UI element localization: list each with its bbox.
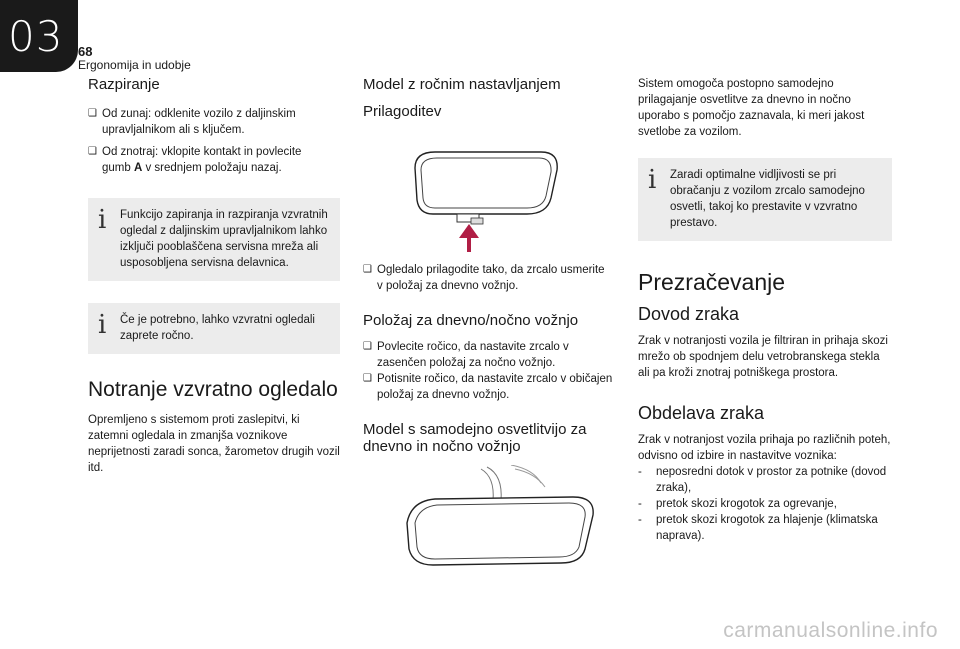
obdelava-text: Zrak v notranjost vozila prihaja po različnih poteh, odvisno od izbire in nastavitve voznika:	[638, 434, 891, 462]
info-box-manual-fold: i Če je potrebno, lahko vzvratni ogledali zaprete ročno.	[88, 303, 340, 354]
polozaj-item-2: ❑ Potisnite ročico, da nastavite zrcalo v običajen položaj za dnevno vožnjo.	[363, 373, 613, 401]
chapter-number: 03	[8, 12, 64, 61]
samodejni-heading: Model s samodejno osvetlitvijo za dnevno in nočno vožnjo	[363, 421, 587, 455]
column-3	[638, 76, 892, 544]
bullet-arrow-icon: ❑	[363, 264, 372, 275]
razpiranje-item-1: ❑ Od zunaj: odklenite vozilo z daljinskim upravljalnikom ali s ključem.	[88, 108, 296, 136]
dovod-heading: Dovod zraka	[638, 304, 740, 324]
info-box-reverse: i Zaradi optimalne vidljivosti se pri obračanju z vozilom zrcalo samodejno osvetli, takoj ko prestavite v vzvratno prestavo.	[638, 158, 892, 241]
notranje-ogledalo-heading: Notranje vzvratno ogledalo	[88, 378, 338, 401]
razpiranje-item-2: ❑ Od znotraj: vklopite kontakt in povlecite gumb A v srednjem položaju nazaj.	[88, 146, 302, 174]
notranje-ogledalo-text: Opremljeno s sistemom proti zaslepitvi, ki zatemni ogledala in zmanjša voznikove neprijetnosti zaradi sonca, žarometov drugih vozil itd.	[88, 414, 340, 474]
razpiranje-heading: Razpiranje	[88, 76, 160, 93]
bullet-arrow-icon: ❑	[363, 341, 372, 352]
chapter-tab	[0, 0, 78, 72]
info-icon: i	[98, 205, 107, 235]
prilagoditev-item: ❑ Ogledalo prilagodite tako, da zrcalo usmerite v položaj za dnevno vožnjo.	[363, 264, 605, 292]
obdelava-item-2: - pretok skozi krogotok za ogrevanje,	[638, 498, 837, 510]
obdelava-item-3: - pretok skozi krogotok za hlajenje (klimatska naprava).	[638, 514, 878, 542]
obdelava-heading: Obdelava zraka	[638, 403, 765, 423]
chapter-title: Ergonomija in udobje	[78, 58, 191, 72]
auto-mirror-illustration	[363, 465, 613, 575]
manual-mirror-illustration	[363, 130, 613, 260]
info-icon: i	[98, 310, 107, 340]
prezracevanje-heading: Prezračevanje	[638, 269, 786, 295]
arrow-up-icon	[459, 224, 479, 252]
column-2	[363, 76, 613, 575]
rocni-heading: Model z ročnim nastavljanjem	[363, 76, 561, 93]
watermark: carmanualsonline.info	[723, 619, 938, 642]
bullet-arrow-icon: ❑	[88, 108, 97, 119]
bullet-arrow-icon: ❑	[88, 146, 97, 157]
obdelava-item-1: - neposredni dotok v prostor za potnike (dovod zraka),	[638, 466, 887, 494]
info-box-folding: i Funkcijo zapiranja in razpiranja vzvratnih ogledal z daljinskim upravljalnikom lahko izključi pooblaščena servisna mreža ali usposobljena servisna delavnica.	[88, 198, 340, 281]
column-1	[88, 76, 340, 476]
sistem-text: Sistem omogoča postopno samodejno prilagajanje osvetlitve za dnevno in nočno uporabo s pomočjo zaznavala, ki meri jakost svetlobe za vozilom.	[638, 78, 865, 138]
bullet-arrow-icon: ❑	[363, 373, 372, 384]
polozaj-heading: Položaj za dnevno/nočno vožnjo	[363, 312, 579, 329]
prilagoditev-heading: Prilagoditev	[363, 103, 442, 120]
info-icon: i	[648, 165, 657, 195]
polozaj-item-1: ❑ Povlecite ročico, da nastavite zrcalo v zasenčen položaj za nočno vožnjo.	[363, 341, 569, 369]
dovod-text: Zrak v notranjosti vozila je filtriran in prihaja skozi mrežo ob spodnjem delu vetrobranskega stekla ali pa kroži znotraj potniškega prostora.	[638, 335, 888, 379]
page-number: 68	[78, 44, 93, 59]
